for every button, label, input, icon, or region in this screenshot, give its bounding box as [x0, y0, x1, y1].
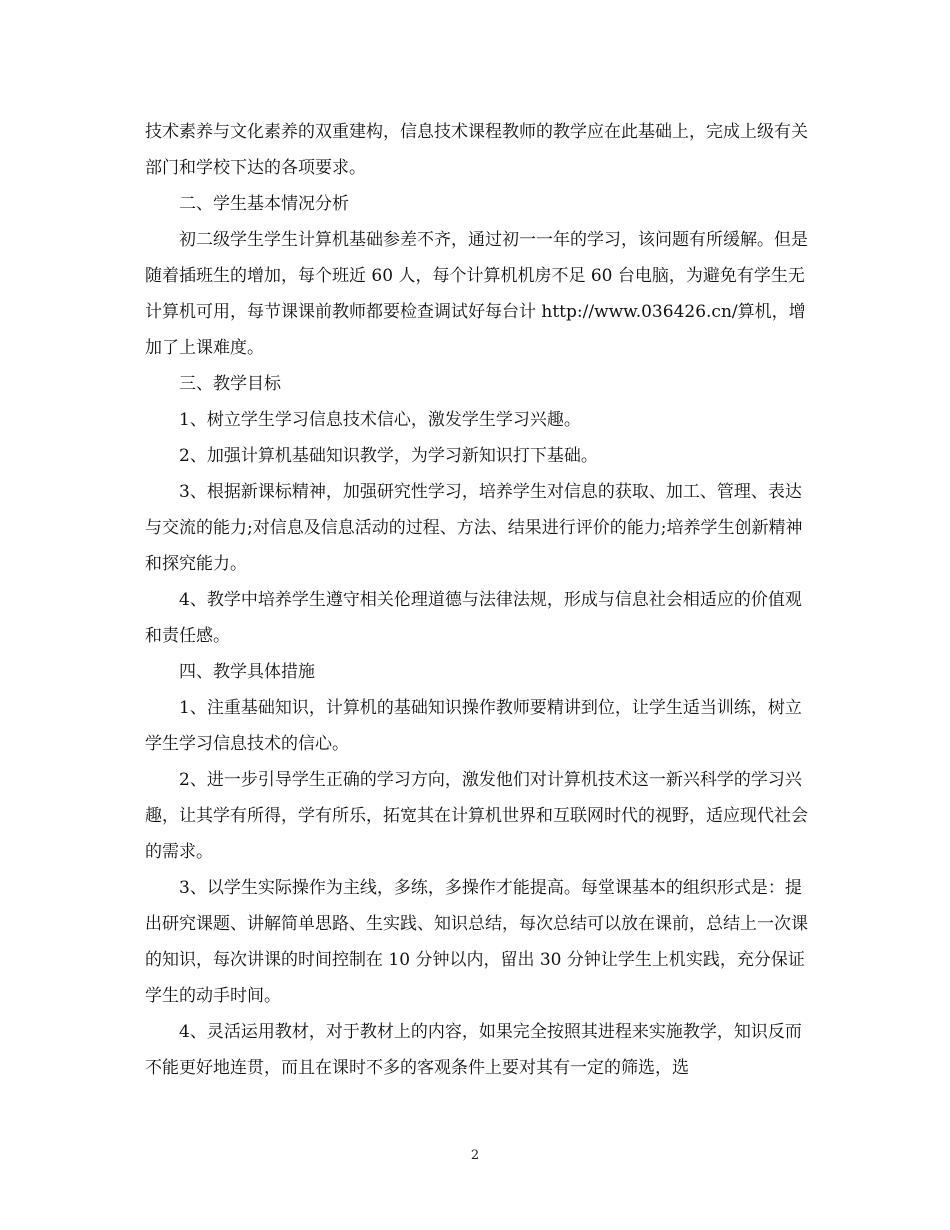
section-heading-student-analysis: 二、学生基本情况分析 [179, 194, 349, 214]
paragraph-measure-4: 4、灵活运用教材，对于教材上的内容，如果完全按照其进程来实施教学，知识反而不能更好地连贯，而且在课时不多的客观条件上要对其有一定的筛选，选 [145, 1022, 802, 1078]
section-heading-teaching-measures: 四、教学具体措施 [179, 662, 315, 682]
paragraph-goal-4: 4、教学中培养学生遵守相关伦理道德与法律法规，形成与信息社会相适应的价值观和责任感。 [145, 590, 802, 646]
paragraph-measure-2: 2、进一步引导学生正确的学习方向，激发他们对计算机技术这一新兴科学的学习兴趣，让其学有所得，学有所乐，拓宽其在计算机世界和互联网时代的视野，适应现代社会的需求。 [145, 770, 808, 862]
paragraph-continuation: 技术素养与文化素养的双重建构，信息技术课程教师的教学应在此基础上，完成上级有关部门和学校下达的各项要求。 [145, 122, 808, 178]
section-heading-teaching-goals: 三、教学目标 [179, 374, 281, 394]
paragraph-student-analysis: 初二级学生学生计算机基础参差不齐，通过初一一年的学习，该问题有所缓解。但是随着插班生的增加，每个班近 60 人，每个计算机机房不足 60 台电脑，为避免有学生无计算机可用，每节课课前教师都要检查调试好每台计 http://www.036426.cn/算机，增加了上课难度。 [145, 230, 808, 358]
document-body [145, 114, 810, 1086]
paragraph-goal-2: 2、加强计算机基础知识教学，为学习新知识打下基础。 [179, 446, 598, 466]
paragraph-measure-1: 1、注重基础知识，计算机的基础知识操作教师要精讲到位，让学生适当训练，树立学生学习信息技术的信心。 [145, 698, 802, 754]
paragraph-measure-3: 3、以学生实际操作为主线，多练，多操作才能提高。每堂课基本的组织形式是：提出研究课题、讲解简单思路、生实践、知识总结，每次总结可以放在课前，总结上一次课的知识，每次讲课的时间控制在 10 分钟以内，留出 30 分钟让学生上机实践，充分保证学生的动手时间。 [145, 878, 808, 1006]
paragraph-goal-1: 1、树立学生学习信息技术信心，激发学生学习兴趣。 [179, 410, 581, 430]
paragraph-goal-3: 3、根据新课标精神，加强研究性学习，培养学生对信息的获取、加工、管理、表达与交流的能力;对信息及信息活动的过程、方法、结果进行评价的能力;培养学生创新精神和探究能力。 [145, 482, 803, 574]
page-number: 2 [470, 1148, 480, 1163]
